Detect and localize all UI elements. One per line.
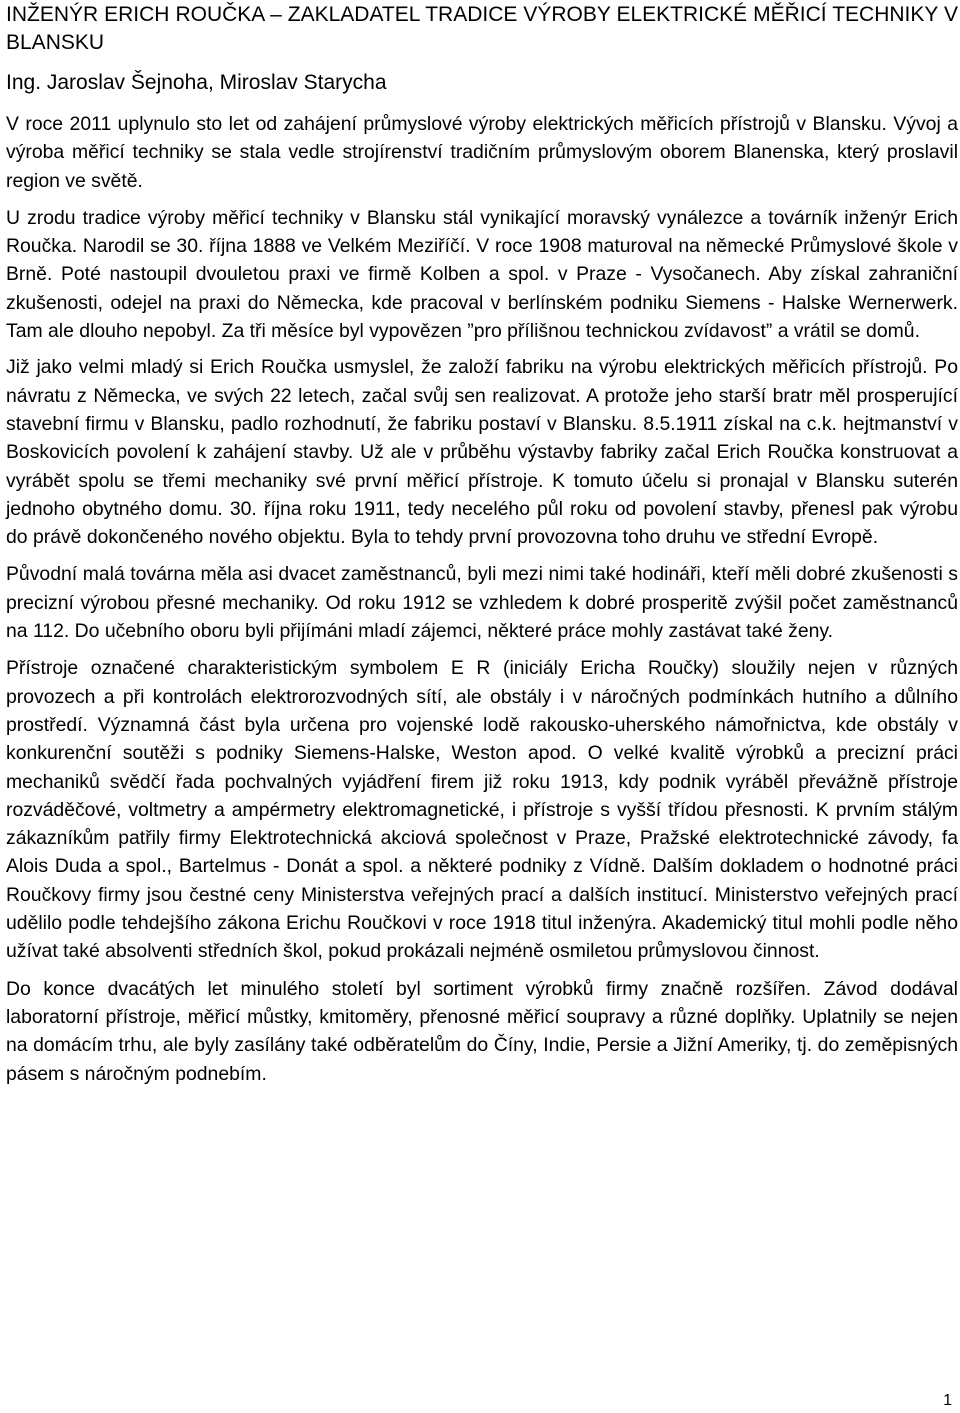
paragraph: Již jako velmi mladý si Erich Roučka usmyslel, že založí fabriku na výrobu elektrických měřicích přístrojů. Po návratu z Německa, ve svých 22 letech, začal svůj sen realizovat. A protože jeho starší bratr měl prosperující stavební firmu v Blansku, padlo rozhodnutí, že fabriku postaví v Blansku. 8.5.1911 získal na c.k. hejtmanství v Boskovicích povolení k zahájení stavby. Už ale v průběhu výstavby fabriky začal Erich Roučka konstruovat a vyrábět spolu se třemi mechaniky své první měřicí přístroje. K tomuto účelu si pronajal v Blansku suterén jednoho obytného domu. 30. října roku 1911, tedy necelého půl roku od povolení stavby, přenesl pak výrobu do právě dokončeného nového objektu. Byla to tehdy první provozovna toho druhu ve střední Evropě. [6,356,958,549]
paragraph: V roce 2011 uplynulo sto let od zahájení průmyslové výroby elektrických měřicích přístrojů v Blansku. Vývoj a výroba měřicí techniky se stala vedle strojírenství tradičním průmyslovým oborem Blanenska, který proslavil region ve světě. [6,113,958,192]
paragraph: Původní malá továrna měla asi dvacet zaměstnanců, byli mezi nimi také hodináři, kteří měli dobré zkušenosti s precizní výrobou přesné mechaniky. Od roku 1912 se vzhledem k dobré prosperitě zvýšil počet zaměstnanců na 112. Do učebního oboru byli přijímáni mladí zájemci, některé práce mohly zastávat také ženy. [6,563,958,643]
paragraph: Do konce dvacátých let minulého století byl sortiment výrobků firmy značně rozšířen. Závod dodával laboratorní přístroje, měřicí můstky, kmitoměry, přenosné měřicí soupravy a různé doplňky. Uplatnily se nejen na domácím trhu, ale byly zasílány také odběratelům do Číny, Indie, Persie a Jižní Ameriky, tj. do zeměpisných pásem s náročným podnebím. [6,977,958,1085]
document-page [6,0,958,1088]
document-authors: Ing. Jaroslav Šejnoha, Miroslav Starycha [6,71,387,94]
document-title: INŽENÝR ERICH ROUČKA – ZAKLADATEL TRADICE VÝROBY ELEKTRICKÉ MĚŘICÍ TECHNIKY V BLANSKU [6,3,958,54]
paragraph: U zrodu tradice výroby měřicí techniky v Blansku stál vynikající moravský vynálezce a továrník inženýr Erich Roučka. Narodil se 30. října 1888 ve Velkém Meziříčí. V roce 1908 maturoval na německé Průmyslové škole v Brně. Poté nastoupil dvouletou praxi ve firmě Kolben a spol. v Praze - Vysočanech. Aby získal zahraniční zkušenosti, odejel na praxi do Německa, kde pracoval v berlínském podniku Siemens - Halske Wernerwerk. Tam ale dlouho nepobyl. Za tři měsíce byl vypovězen ”pro přílišnou technickou zvídavost” a vrátil se domů. [6,206,958,343]
page-number: 1 [943,1392,952,1409]
paragraph: Přístroje označené charakteristickým symbolem E R (iniciály Ericha Roučky) sloužily nejen v různých provozech a při kontrolách elektrorozvodných sítí, ale obstály i v náročných podmínkách hutního a důlního prostředí. Významná část byla určena pro vojenské lodě rakousko-uherského námořnictva, kde obstály v konkurenční soutěži s podniky Siemens-Halske, Weston apod. O velké kvalitě výrobků a precizní práci mechaniků svědčí řada pochvalných vyjádření firem již roku 1913, kdy podnik vyráběl převážně přístroje rozváděčové, voltmetry a ampérmetry elektromagnetické, i přístroje s vyšší třídou přesnosti. K prvním stálým zákazníkům patřily firmy Elektrotechnická akciová společnost v Praze, Pražské elektrotechnické závody, fa Alois Duda a spol., Bartelmus - Donát a spol. a některé podniky z Vídně. Dalším dokladem o hodnotné práci Roučkovy firmy jsou čestné ceny Ministerstva veřejných prací a dalších institucí. Ministerstvo veřejných prací udělilo podle tehdejšího zákona Erichu Roučkovi v roce 1918 titul inženýra. Akademický titul mohli podle něho užívat také absolventi středních škol, pokud prokázali nejméně osmiletou průmyslovou činnost. [6,657,958,963]
